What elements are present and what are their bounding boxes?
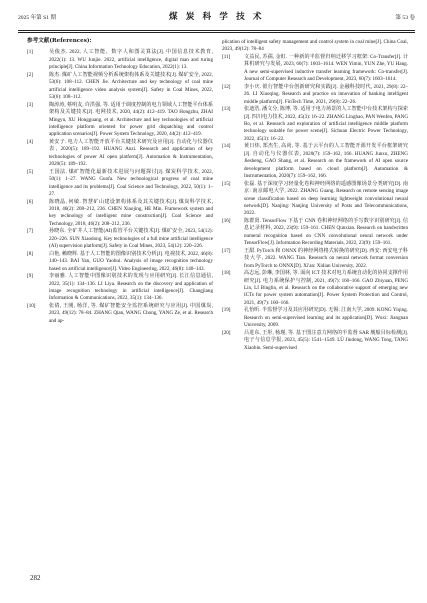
- reference-text: 陈群贤. TensorFlow 下基于 CNN 卷积神经网络的手写数字识别研究[J]. 信息记录材料, 2022, 23(9): 159–161. CHEN Qunxian. Research on handwritten numeral recognition based on CNN convolutional neural network under TensorFlow[J]. Information Recording Materials, 2022, 23(9): 159–161.: [244, 217, 408, 247]
- reference-number: [5]: [27, 168, 33, 175]
- reference-item: [222, 248, 408, 270]
- reference-text: 张倩, 王刚, 杨洋, 等. 煤矿智能安全监控系统研究与应用[J]. 中国煤炭, 2023, 49(12): 78–84. ZHANG Qian, WANG Chong, YANG Ze, et al. Research and ap-: [49, 302, 213, 324]
- reference-item: [27, 102, 213, 139]
- reference-number: [10]: [27, 302, 36, 309]
- reference-text: 王国法. 煤矿智能化最新技术进展与问题探讨[J]. 煤炭科学技术, 2022, 50(1): 1–27. WANG Guofa. New technological progress of coal mine intelligence and its problems[J]. Coal Science and Technology, 2022, 50(1): 1–27.: [49, 168, 213, 198]
- reference-number: [8]: [27, 250, 33, 257]
- reference-number: [19]: [222, 307, 231, 314]
- reference-number: [15]: [222, 180, 231, 187]
- reference-item: [222, 330, 408, 352]
- reference-item: [27, 72, 213, 102]
- reference-number: [14]: [222, 143, 231, 150]
- reference-text: 孙晓东. 全矿井人工智能(AI)监管平台关键技术[J]. 煤矿安全, 2023, 54(12): 220–226. SUN Xiaodong. Key technologies of a full mine artificial intelligence (AI) supervision platform[J]. Safety in Coal Mines, 2023, 54(12): 220–226.: [49, 228, 213, 250]
- reference-text: 陈杰. 煤矿人工智能视频分析系统架构体系及关键技术[J]. 煤矿安全, 2022, 53(6): 108–112. CHEN Jie. Architecture and key technology of coal mine artificial intelligence video analysis system[J]. Safety in Coal Mines, 2022, 53(6): 108–112.: [49, 71, 213, 101]
- reference-text: 孔怡昕. 半监督学习及其应用研究[D]. 无锡: 江南大学, 2009. KONG Yiqing. Research on semi-supervised learning and its application[D]. Wuxi: Jiangnan University, 2009.: [244, 307, 408, 329]
- references-left-column: [27, 38, 213, 325]
- reference-item: [222, 270, 408, 307]
- reference-number: [20]: [222, 329, 231, 336]
- reference-item: [27, 139, 213, 169]
- reference-item: [222, 54, 408, 84]
- reference-number: [7]: [27, 228, 33, 235]
- reference-text: 李小庆. 银行智能中台创新研究和实践[J]. 金融科技时代, 2021, 29(8): 22–26. LI Xiaoqing. Research and practice on innovation of banking intelligent middle platform[J]. FinTech Time, 2021, 29(8): 22–26.: [244, 83, 408, 105]
- reference-continuation: plication of intelligent safety management and control system in coal mine[J]. China Coal, 2023, 49(12): 78–84: [222, 39, 408, 53]
- reference-item: [27, 49, 213, 71]
- header-rule: [18, 30, 415, 31]
- reference-text: 李丽雅. 人工智能中图像识别技术的发现与应用研究[J]. 长江信息通信, 2022, 35(1): 134–136. LI Liya. Research on the discovery and application of image recognition technology in artificial intelligence[J]. Changjiang Information & Communications, 2022, 35(1): 134–136.: [49, 273, 213, 302]
- reference-number: [3]: [27, 101, 33, 108]
- reference-item: [222, 143, 408, 180]
- reference-number: [1]: [27, 49, 33, 56]
- reference-item: [222, 218, 408, 248]
- header-rule-thin: [18, 32, 415, 33]
- reference-number: [12]: [222, 83, 231, 90]
- reference-number: [16]: [222, 217, 231, 224]
- page-number: 282: [30, 574, 41, 582]
- reference-item: [27, 199, 213, 229]
- reference-text: 吕进东, 王彤, 杨瑾, 等. 基于图注意力网络的半监督 SAR 舰船目标检测[J]. 电子与信息学报, 2023, 45(5): 1541–1549. LÜ Jindong, WANG Tong, TANG Xiaobin. Semi-supervised: [244, 329, 408, 351]
- reference-text: 白艳, 赖晓辉. 基于人工智能的图像识别技术分析[J]. 电视技术, 2022, 46(8): 140–143. BAI Yan, GUO Yaohui. Analysis of image recognition technology based on artificial intelligence[J]. Video Engineering, 2022, 46(8): 140–143.: [49, 250, 213, 272]
- reference-item: [222, 307, 408, 329]
- reference-text: 黄安子. 电力人工智能开放平台关键技术研究及应用[J]. 自动化与仪器仪表, 2020(5): 189–192. HUANG Anzi. Research and application of key technologies of power AI open platform[J]. Automation & Instrumentation, 2020(5): 189–192.: [49, 138, 213, 168]
- page-header: [18, 0, 415, 34]
- reference-item: [222, 106, 408, 143]
- reference-number: [2]: [27, 71, 33, 78]
- reference-item: [222, 181, 408, 218]
- reference-text: 文益民, 苏孺, 金虹. 一种新的半监督归纳迁移学习框架: Co-Transfer[J]. 计算机研究与发展, 2023, 60(7): 1603–1614. WEN Yimin, YUN Zhe, YU Hang. A new semi-supervised inductive transfer learning framework: Co-transfer[J]. Journal of Computer Research and Development, 2023, 60(7): 1603–1614.: [244, 53, 408, 83]
- reference-text: 黄日炜, 郑杰生, 高尚, 等. 基于云平台的人工智能开源开发平台框架研究[J]. 自动化与仪器仪表, 2020(7): 159–162, 166. HUANG Junxu, ZHENG Jiesheng, GAO Shang, et al. Research on the framework of AI open source development platform based on cloud platform[J]. Automation & Instrumentation, 2020(7): 159–162, 166.: [244, 143, 408, 180]
- references-heading: 参考文献(References):: [27, 38, 92, 44]
- references-right-column: [222, 39, 408, 352]
- reference-number: [11]: [222, 53, 231, 60]
- reference-item: [27, 169, 213, 199]
- reference-item: [222, 84, 408, 106]
- reference-item: [27, 303, 213, 325]
- reference-number: [6]: [27, 198, 33, 205]
- reference-number: [9]: [27, 273, 33, 280]
- volume-label: 第 53 卷: [395, 15, 415, 21]
- reference-number: [17]: [222, 247, 231, 254]
- reference-text: 高志远, 彭琳, 李国林, 等. 面向 ICT 技术对电力系统自动化的协同支撑作用研究[J]. 电力系统保护与控制, 2021, 49(7): 160–166. GAO Zhiyuan, PENG Lin, LI Binglin, et al. Research on the collaborative support of emerging new ICTs for power system automation[J]. Power System Protection and Control, 2021, 49(7): 160–166.: [244, 270, 408, 306]
- reference-item: [27, 273, 213, 303]
- reference-number: [13]: [222, 106, 231, 113]
- reference-text: 陶涛涛, 蔡明友, 许洪强, 等. 适用于调度控制的电力领域人工智能平台体系架构及关键技术[J]. 电网技术, 2020, 44(2): 412–419. TAO Hongzhu, ZHAI Mingyu, XU Hongguang, et al. Architecture and key technologies of artificial intelligence platform oriented for power grid dispatching and control application scenarios[J]. Power System Technology, 2020, 44(2): 412–419.: [49, 101, 213, 138]
- reference-item: [27, 251, 213, 273]
- issue-label: 2025 年第 S1 期: [18, 15, 57, 21]
- journal-title: 煤 炭 科 学 技 术: [168, 12, 265, 22]
- reference-text: 吴俊杰. 2022, 人工智能、数字人和图灵算法[J]. 中国信息技术教育, 2022(1): 13. WU Junjie. 2022, artificial intelligence, digital man and turing principle[J]. China Information Technology Education, 2022(1): 13.: [49, 49, 213, 71]
- reference-text: 张磊. 基于深度学习轻量化卷积神经网络的遥感图像场景分类研究[D]. 南京: 南京邮电大学, 2022. ZHANG Guang. Research on remote sensing image scene classification based on deep learning lightweight convolutional neural network[D]. Nanjing: Nanjing University of Posts and Telecommunications, 2022.: [244, 180, 408, 217]
- reference-item: [27, 228, 213, 250]
- reference-text: 陈晓晶, 何敏. 智慧矿山建设架构体系及其关键技术[J]. 煤炭科学技术, 2018, 46(2): 208–212, 236. CHEN Xiaojing, HE Min. Framework system and key technology of intelligent mine construction[J]. Coal Science and Technology, 2018, 46(2): 208–212, 236.: [49, 198, 213, 227]
- reference-number: [4]: [27, 138, 33, 145]
- reference-text: 王甜. PyTorch 和 ONNX 的神经网络格式转换的研究[D]. 西安: 西安电子科技大学, 2022. WANG Tian. Research on neural network format conversion from PyTorch to ONNX[D]. Xi'an: Xidian University, 2022.: [244, 247, 408, 269]
- reference-number: [18]: [222, 270, 231, 277]
- reference-text: 张迪浩, 潘文分, 陈博, 等. 适用于电力场景的人工智能中台技术架构与探索[J]. 四川电力技术, 2022, 45(3): 16–22. ZHANG Linghao, PAN Wenfen, PANG Bo, et al. Research and exploration of artificial intelligence middle platform technology suitable for power scene[J]. Sichuan Electric Power Technology, 2022, 45(3): 16–22.: [244, 106, 408, 142]
